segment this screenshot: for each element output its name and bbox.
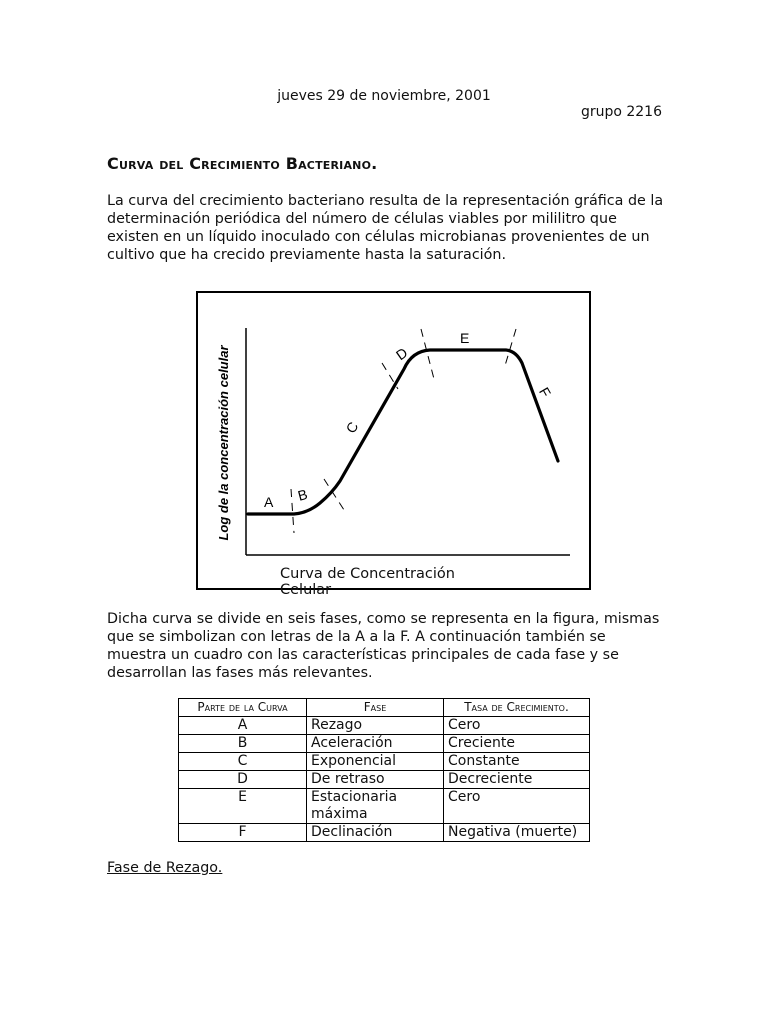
table-row — [179, 771, 590, 789]
table-cell: Estacionaria máxima — [307, 789, 444, 824]
section-heading-rezago: Fase de Rezago. — [107, 860, 223, 876]
figure-caption-line2: Celular — [280, 582, 332, 598]
table-cell: Constante — [444, 753, 590, 771]
document-date: jueves 29 de noviembre, 2001 — [277, 88, 491, 104]
table-cell: Creciente — [444, 735, 590, 753]
phase-label-f: F — [536, 384, 555, 400]
growth-curve — [248, 350, 558, 514]
phase-label-d: D — [392, 344, 411, 364]
phase-label-e: E — [460, 330, 470, 346]
table-cell: D — [179, 771, 307, 789]
table-cell: F — [179, 824, 307, 842]
table-row — [179, 824, 590, 842]
phases-table — [178, 698, 590, 842]
table-cell: B — [179, 735, 307, 753]
table-cell: E — [179, 789, 307, 824]
growth-curve-figure — [196, 291, 591, 590]
second-paragraph: Dicha curva se divide en seis fases, como se representa en la figura, mismas que se simbolizan con letras de la A a la F. A continuación también se muestra un cuadro con las características principales de cada fase y se desarrollan las fases más relevantes. — [107, 611, 660, 681]
document-title: Curva del Crecimiento Bacteriano. — [107, 154, 378, 173]
table-header-cell: Tasa de Crecimiento. — [444, 699, 590, 717]
table-cell: Exponencial — [307, 753, 444, 771]
growth-curve-diagram — [198, 293, 589, 588]
table-cell: De retraso — [307, 771, 444, 789]
y-axis-label: Log de la concentración celular — [216, 345, 231, 541]
figure-caption — [280, 566, 500, 598]
phase-divider-ab — [291, 489, 294, 533]
intro-paragraph: La curva del crecimiento bacteriano resulta de la representación gráfica de la determinación periódica del número de células viables por mililitro que existen en un líquido inoculado con células microbianas provenientes de un cultivo que ha crecido previamente hasta la saturación. — [107, 193, 664, 263]
group-label: grupo 2216 — [580, 104, 662, 120]
table-cell: Declinación — [307, 824, 444, 842]
table-cell: Aceleración — [307, 735, 444, 753]
phase-divider-de — [421, 329, 434, 379]
table-cell: Cero — [444, 717, 590, 735]
table-row — [179, 735, 590, 753]
phase-label-c: C — [342, 418, 362, 437]
table-cell: A — [179, 717, 307, 735]
table-cell: Negativa (muerte) — [444, 824, 590, 842]
table-row — [179, 789, 590, 824]
phase-label-a: A — [264, 494, 274, 510]
phase-label-b: B — [296, 485, 310, 504]
table-header-row — [179, 699, 590, 717]
table-row — [179, 717, 590, 735]
table-row — [179, 753, 590, 771]
figure-caption-line1: Curva de Concentración — [280, 566, 455, 582]
table-header-cell: Parte de la Curva — [179, 699, 307, 717]
table-header-cell: Fase — [307, 699, 444, 717]
table-cell: C — [179, 753, 307, 771]
table-cell: Cero — [444, 789, 590, 824]
table-cell: Decreciente — [444, 771, 590, 789]
table-cell: Rezago — [307, 717, 444, 735]
